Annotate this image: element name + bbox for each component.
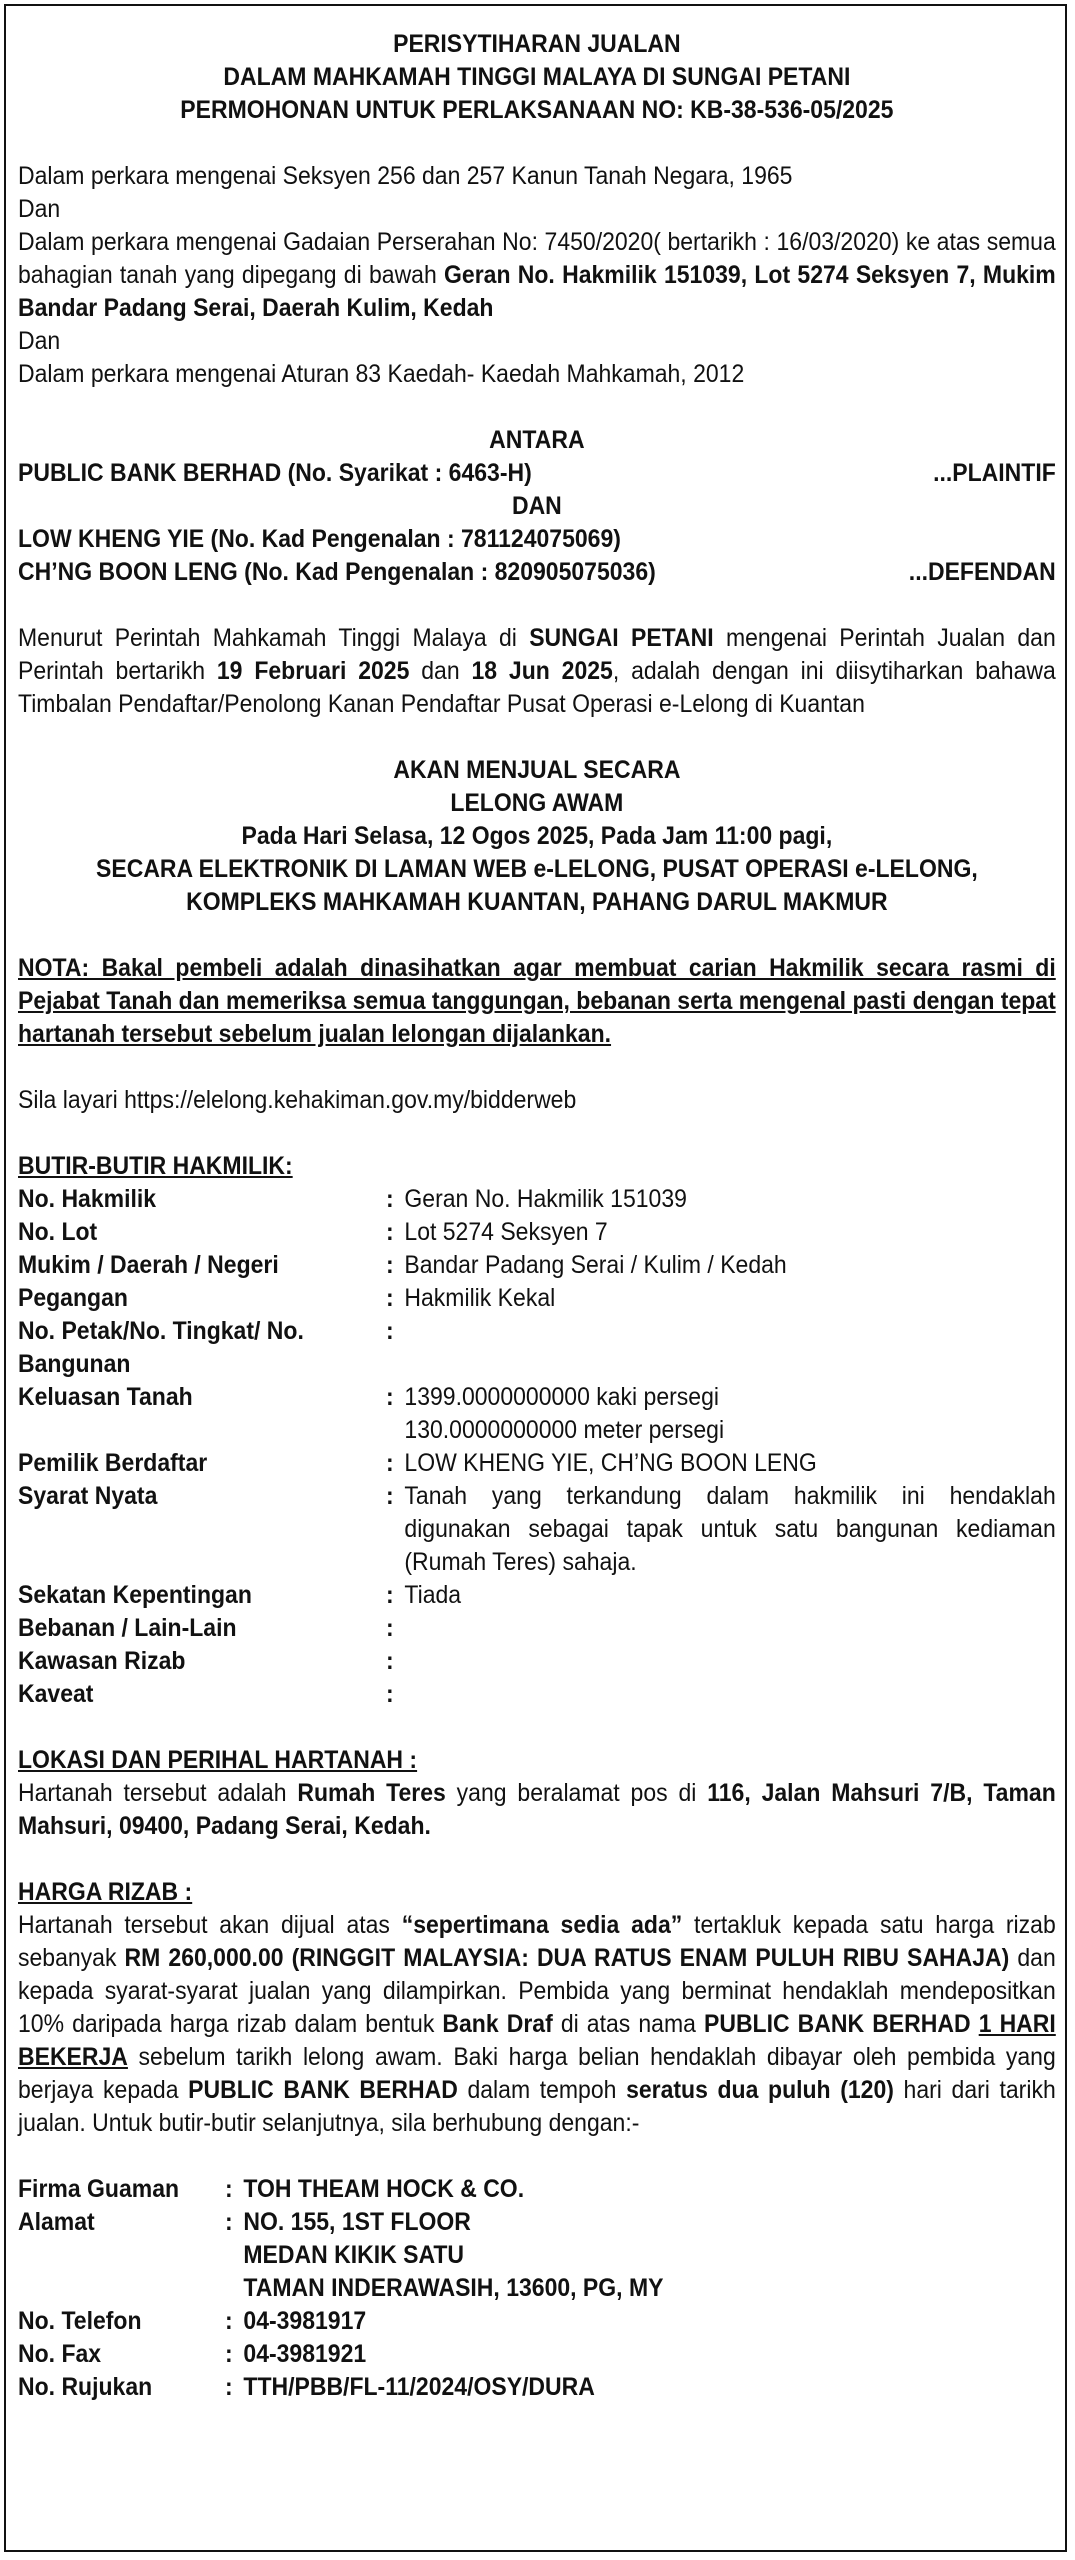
colon: : <box>386 1317 394 1345</box>
as-is-clause: “sepertimana sedia ada” <box>401 1911 683 1939</box>
colon: : <box>386 1251 394 1279</box>
colon <box>225 2239 243 2272</box>
title-detail-value: Hakmilik Kekal <box>404 1284 556 1312</box>
contact-label <box>18 2272 225 2305</box>
title-detail-value: Tanah yang terkandung dalam hakmilik ini hendaklah digunakan sebagai tapak untuk satu bangunan kediaman (Rumah Teres) sahaja. <box>404 1482 1056 1576</box>
title-details-row <box>18 1612 1056 1645</box>
colon: : <box>386 1680 394 1708</box>
colon: : <box>386 1581 394 1609</box>
colon: : <box>386 1614 394 1642</box>
contact-value: TOH THEAM HOCK & CO. <box>243 2175 525 2203</box>
defendant-1: LOW KHENG YIE (No. Kad Pengenalan : 781124075069) <box>18 525 621 553</box>
bank-draft: Bank Draf <box>442 2010 553 2038</box>
plaintiff-name: PUBLIC BANK BERHAD (No. Syarikat : 6463-H) <box>18 459 532 487</box>
title-details-row <box>18 1249 1056 1282</box>
title-detail-label: Syarat Nyata <box>18 1482 158 1510</box>
payment-period: seratus dua puluh (120) <box>626 2076 894 2104</box>
contact-label: Alamat <box>18 2208 95 2236</box>
colon: : <box>386 1383 394 1411</box>
colon: : <box>386 1647 394 1675</box>
reserve-text <box>971 2010 979 2038</box>
reserve-price-heading: HARGA RIZAB : <box>18 1878 193 1906</box>
contact-label: Firma Guaman <box>18 2175 180 2203</box>
title-detail-label: Kaveat <box>18 1680 94 1708</box>
title-details-row <box>18 1315 1056 1381</box>
nota-warning: NOTA: Bakal pembeli adalah dinasihatkan agar membuat carian Hakmilik secara rasmi di Pejabat Tanah dan memeriksa semua tanggungan, bebanan serta mengenal pasti dengan tepat hartanah tersebut sebelum jualan lelongan dijalankan. <box>18 954 1056 1048</box>
contact-value: MEDAN KIKIK SATU <box>243 2241 465 2269</box>
title-detail-value <box>404 1645 1055 1678</box>
reserve-text: Hartanah tersebut akan dijual atas <box>18 1911 402 1939</box>
order-date-1: 19 Februari 2025 <box>216 657 410 685</box>
location-text: Hartanah tersebut adalah <box>18 1779 298 1807</box>
colon: : <box>225 2373 233 2401</box>
colon: : <box>386 1185 394 1213</box>
reserve-text: hari dari tarikh jualan. Untuk butir-butir selanjutnya, sila berhubung dengan:- <box>18 2076 1056 2137</box>
intro <box>18 160 1056 391</box>
reserve-text: di atas nama <box>552 2010 704 2038</box>
auction-line-2: LELONG AWAM <box>450 789 624 817</box>
contact-row <box>18 2338 663 2371</box>
title-details-row <box>18 1447 1056 1480</box>
defendant-2-row <box>18 556 1056 589</box>
contact-label: No. Telefon <box>18 2307 142 2335</box>
location-text: yang beralamat pos di <box>445 1779 708 1807</box>
intro-dan-2: Dan <box>18 327 61 355</box>
title-details-row <box>18 1645 1056 1678</box>
title-detail-value: 130.0000000000 meter persegi <box>404 1416 725 1444</box>
title-detail-label: No. Petak/No. Tingkat/ No. Bangunan <box>18 1317 304 1378</box>
payee-bank: PUBLIC BANK BERHAD <box>703 2010 971 2038</box>
law-firm-contact <box>18 2173 663 2404</box>
reserve-price-paragraph <box>18 1909 1056 2140</box>
reserve-price: RM 260,000.00 (RINGGIT MALAYSIA: DUA RATUS ENAM PULUH RIBU SAHAJA) <box>124 1944 1010 1972</box>
plaintiff-role: ...PLAINTIF <box>933 459 1056 487</box>
title-details-heading: BUTIR-BUTIR HAKMILIK: <box>18 1152 293 1180</box>
colon <box>386 1414 404 1447</box>
reserve-text: dan kepada syarat-syarat jualan yang dilampirkan. Pembida yang berminat hendaklah mendepositkan 10% daripada harga rizab dalam bentuk <box>18 1944 1056 2038</box>
title-details-row <box>18 1678 1056 1711</box>
auction-line-1: AKAN MENJUAL SECARA <box>393 756 681 784</box>
colon: : <box>225 2307 233 2335</box>
dan-label: DAN <box>511 492 562 520</box>
title-detail-label: Keluasan Tanah <box>18 1383 193 1411</box>
contact-row <box>18 2239 663 2272</box>
title-detail-label: Pegangan <box>18 1284 128 1312</box>
header-court: DALAM MAHKAMAH TINGGI MALAYA DI SUNGAI PETANI <box>223 63 851 91</box>
contact-label: No. Fax <box>18 2340 102 2368</box>
title-detail-value: LOW KHENG YIE, CH’NG BOON LENG <box>404 1449 817 1477</box>
order-text: Menurut Perintah Mahkamah Tinggi Malaya di <box>18 624 530 652</box>
title-detail-value: Lot 5274 Seksyen 7 <box>404 1218 608 1246</box>
title-details-row <box>18 1216 1056 1249</box>
title-detail-value: Tiada <box>404 1581 462 1609</box>
colon: : <box>225 2208 233 2236</box>
auction-venue-1: SECARA ELEKTRONIK DI LAMAN WEB e-LELONG, PUSAT OPERASI e-LELONG, <box>96 855 978 883</box>
colon: : <box>386 1218 394 1246</box>
contact-row <box>18 2173 663 2206</box>
defendant-role: ...DEFENDAN <box>908 558 1056 586</box>
title-details-row <box>18 1282 1056 1315</box>
title-detail-label <box>18 1414 386 1447</box>
title-details-row <box>18 1480 1056 1579</box>
reserve-text: dalam tempoh <box>457 2076 627 2104</box>
title-details-row <box>18 1183 1056 1216</box>
parties <box>18 424 1056 589</box>
header-title: PERISYTIHARAN JUALAN <box>393 30 681 58</box>
intro-line-2-title: Geran No. Hakmilik 151039, Lot 5274 Seksyen 7, Mukim Bandar Padang Serai, Daerah Kulim, Kedah <box>18 261 1056 322</box>
auction-date: Pada Hari Selasa, 12 Ogos 2025, Pada Jam 11:00 pagi, <box>241 822 833 850</box>
contact-row <box>18 2206 663 2239</box>
header-case-no: PERMOHONAN UNTUK PERLAKSANAAN NO: KB-38-536-05/2025 <box>180 96 894 124</box>
title-details-row <box>18 1579 1056 1612</box>
title-details-row <box>18 1414 1056 1447</box>
colon: : <box>386 1284 394 1312</box>
title-detail-label: No. Hakmilik <box>18 1185 157 1213</box>
order-text: mengenai Perintah Jualan dan Perintah bertarikh <box>18 624 1056 685</box>
colon: : <box>386 1449 394 1477</box>
title-detail-label: Bebanan / Lain-Lain <box>18 1614 237 1642</box>
contact-label <box>18 2239 225 2272</box>
contact-value: 04-3981917 <box>243 2307 367 2335</box>
location-paragraph <box>18 1777 1056 1843</box>
intro-line-2 <box>18 226 1056 325</box>
contact-label: No. Rujukan <box>18 2373 153 2401</box>
intro-line-1: Dalam perkara mengenai Seksyen 256 dan 257 Kanun Tanah Negara, 1965 <box>18 162 793 190</box>
title-detail-value <box>404 1678 1055 1711</box>
colon: : <box>386 1482 394 1510</box>
order-text: dan <box>409 657 472 685</box>
reserve-text: sebelum tarikh lelong awam. Baki harga belian hendaklah dibayar oleh pembida yang berjaya kepada <box>18 2043 1056 2104</box>
contact-row <box>18 2371 663 2404</box>
title-detail-label: Pemilik Berdaftar <box>18 1449 208 1477</box>
title-detail-value: Geran No. Hakmilik 151039 <box>404 1185 687 1213</box>
auction-announcement <box>18 754 1056 919</box>
sale-proclamation <box>18 28 1056 2404</box>
title-detail-value: Bandar Padang Serai / Kulim / Kedah <box>404 1251 787 1279</box>
title-detail-value <box>404 1315 1055 1381</box>
payee-bank: PUBLIC BANK BERHAD <box>188 2076 458 2104</box>
title-detail-label: Sekatan Kepentingan <box>18 1581 252 1609</box>
title-detail-label: Kawasan Rizab <box>18 1647 186 1675</box>
header <box>18 28 1056 127</box>
colon: : <box>225 2340 233 2368</box>
location-heading: LOKASI DAN PERIHAL HARTANAH : <box>18 1746 418 1774</box>
colon <box>225 2272 243 2305</box>
title-details-table <box>18 1183 1056 1711</box>
defendant-2: CH’NG BOON LENG (No. Kad Pengenalan : 820905075036) <box>18 558 656 586</box>
title-detail-value: 1399.0000000000 kaki persegi <box>404 1383 719 1411</box>
intro-dan-1: Dan <box>18 195 61 223</box>
elelong-website: Sila layari https://elelong.kehakiman.gov.my/bidderweb <box>18 1086 577 1114</box>
antara-label: ANTARA <box>489 426 585 454</box>
title-detail-label: Mukim / Daerah / Negeri <box>18 1251 279 1279</box>
title-detail-label: No. Lot <box>18 1218 98 1246</box>
intro-line-3: Dalam perkara mengenai Aturan 83 Kaedah- Kaedah Mahkamah, 2012 <box>18 360 745 388</box>
reserve-text: tertakluk kepada satu harga rizab sebanyak <box>18 1911 1056 1972</box>
contact-row <box>18 2272 663 2305</box>
order-date-2: 18 Jun 2025 <box>471 657 613 685</box>
title-detail-value <box>404 1612 1055 1645</box>
contact-value: TTH/PBB/FL-11/2024/OSY/DURA <box>243 2373 595 2401</box>
order-text: , adalah dengan ini diisytiharkan bahawa Timbalan Pendaftar/Penolong Kanan Pendaftar Pusat Operasi e-Lelong di Kuantan <box>18 657 1056 718</box>
colon: : <box>225 2175 233 2203</box>
contact-value: TAMAN INDERAWASIH, 13600, PG, MY <box>243 2274 664 2302</box>
contact-row <box>18 2305 663 2338</box>
court-order-paragraph <box>18 622 1056 721</box>
contact-value: 04-3981921 <box>243 2340 367 2368</box>
contact-value: NO. 155, 1ST FLOOR <box>243 2208 471 2236</box>
property-address: 116, Jalan Mahsuri 7/B, Taman Mahsuri, 09400, Padang Serai, Kedah. <box>18 1779 1056 1840</box>
title-details-row <box>18 1381 1056 1414</box>
plaintiff-row <box>18 457 1056 490</box>
order-court: SUNGAI PETANI <box>529 624 714 652</box>
deposit-deadline: 1 HARI BEKERJA <box>18 2010 1056 2071</box>
intro-line-2-text: Dalam perkara mengenai Gadaian Perserahan No: 7450/2020( bertarikh : 16/03/2020) ke atas semua bahagian tanah yang dipegang di bawah <box>18 228 1056 289</box>
property-type: Rumah Teres <box>297 1779 446 1807</box>
auction-venue-2: KOMPLEKS MAHKAMAH KUANTAN, PAHANG DARUL MAKMUR <box>186 888 888 916</box>
